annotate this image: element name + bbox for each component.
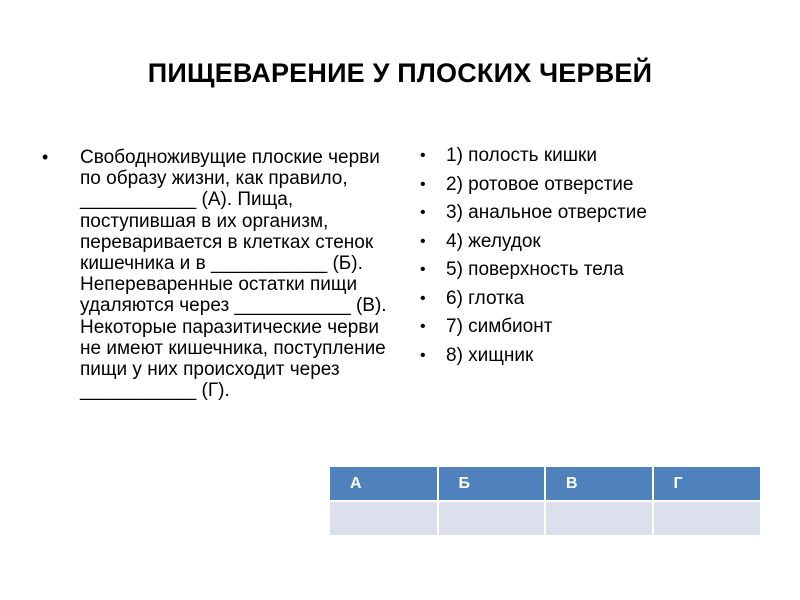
bullet-icon: • [420, 204, 426, 221]
task-bullet-row [40, 147, 390, 401]
option-label: 7) симбионт [446, 316, 553, 337]
answer-row [330, 501, 760, 535]
bullet-icon: • [420, 346, 426, 364]
option-label: 4) желудок [446, 230, 541, 252]
option-item [420, 315, 760, 344]
bullet-icon: • [420, 175, 426, 193]
option-item [420, 201, 760, 230]
answer-cell-b[interactable] [438, 501, 546, 535]
option-item [420, 230, 760, 259]
bullet-icon: • [420, 289, 426, 307]
options-list [420, 144, 760, 372]
answer-cell-v[interactable] [545, 501, 653, 535]
option-label: 3) анальное отверстие [446, 202, 647, 223]
bullet-icon: • [420, 232, 426, 250]
answer-header-g: Г [653, 467, 761, 501]
option-label: 2) ротовое отверстие [446, 173, 634, 195]
option-item [420, 258, 760, 287]
option-item [420, 144, 760, 173]
option-item [420, 173, 760, 202]
answer-cell-g[interactable] [653, 501, 761, 535]
task-paragraph: Свободноживущие плоские черви по образу жизни, как правило, ___________ (А). Пища, поступившая в их организм, переваривается в клетках стенок кишечника и в ___________ (Б). Непереваренные остатки пищи удаляются через ___________ (В). Некоторые паразитические черви не имеют кишечника, поступление пищи у них происходит через ___________ (Г). [80, 147, 387, 402]
option-label: 6) глотка [446, 287, 525, 309]
bullet-icon: • [420, 261, 426, 278]
slide-title: ПИЩЕВАРЕНИЕ У ПЛОСКИХ ЧЕРВЕЙ [147, 58, 653, 88]
bullet-icon: • [420, 318, 426, 335]
option-label: 8) хищник [446, 344, 534, 366]
answer-header-a: А [330, 467, 438, 501]
answer-cell-a[interactable] [330, 501, 438, 535]
bullet-icon: • [42, 147, 49, 167]
task-text-block [40, 147, 390, 401]
option-item [420, 344, 760, 373]
option-item [420, 287, 760, 316]
answer-table-header-row [330, 467, 760, 501]
option-label: 5) поверхность тела [446, 259, 624, 280]
answer-table [330, 467, 760, 535]
answer-header-b: Б [438, 467, 546, 501]
bullet-icon: • [420, 147, 426, 164]
option-label: 1) полость кишки [446, 145, 597, 166]
answer-header-v: В [545, 467, 653, 501]
